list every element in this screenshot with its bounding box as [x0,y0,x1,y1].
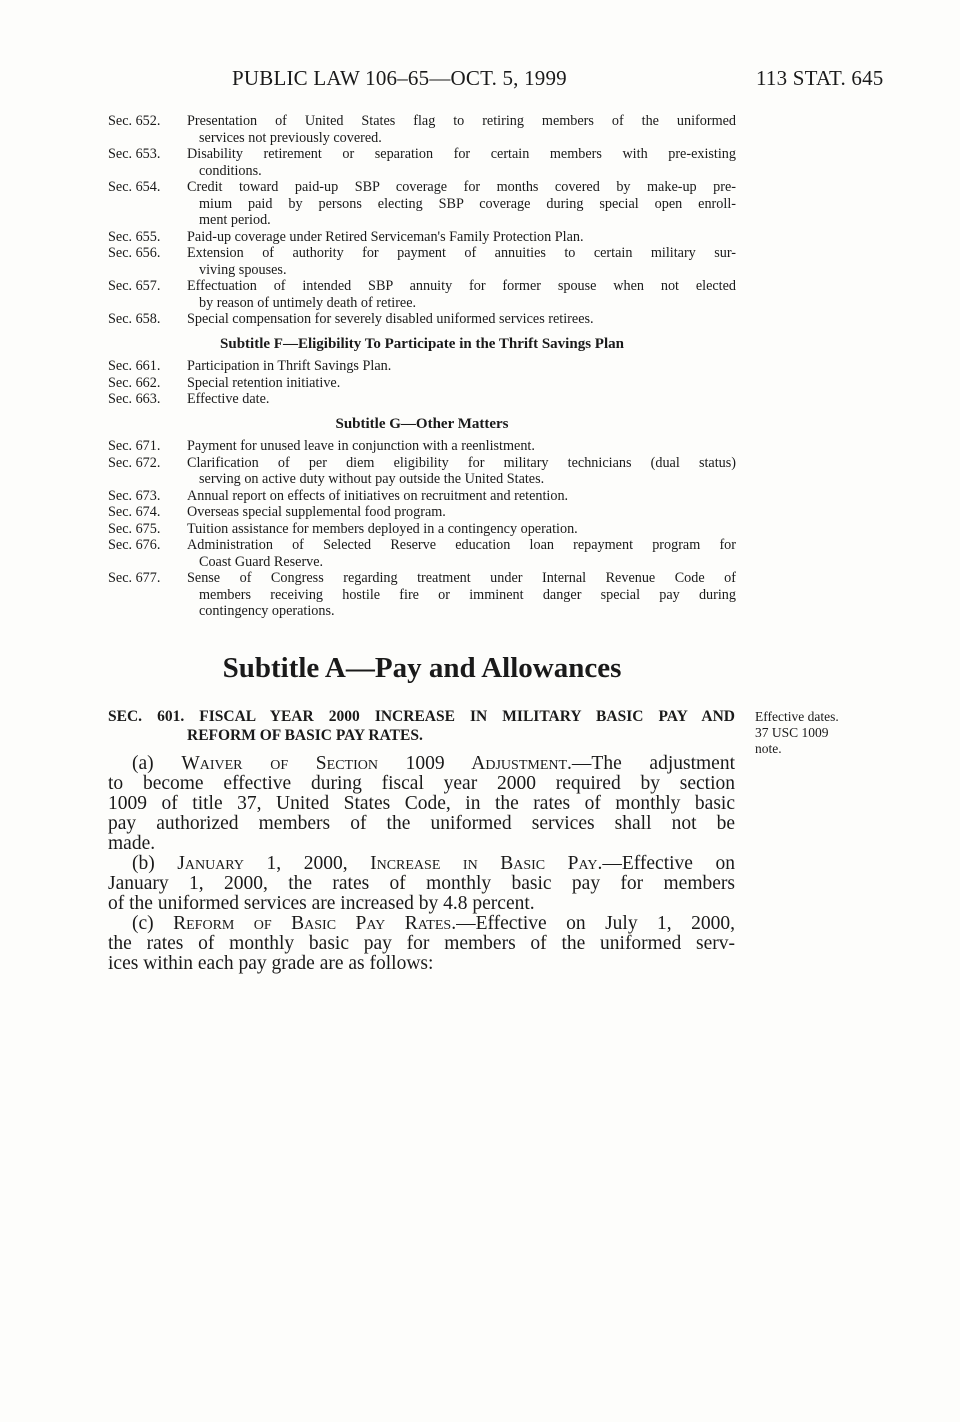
paragraph-line [108,774,735,794]
toc-entry-text: Sense of Congress regarding treatment under Internal Revenue Code of [187,570,736,586]
toc-entry-text: Clarification of per diem eligibility for military technicians (dual status) [187,454,736,471]
toc-entry [108,146,736,179]
toc-entry [108,311,736,328]
paragraph-caption: January 1, 2000, Increase in Basic Pay. [177,853,603,874]
toc-entry [108,375,736,392]
paragraph-text: pay authorized members of the uniformed services shall not be [108,813,735,834]
toc-section-number: Sec. 671. [108,438,161,454]
toc-section-number: Sec. 675. [108,520,161,537]
toc-section-number: Sec. 662. [108,374,161,391]
toc-section-number: Sec. 673. [108,487,161,504]
paragraph-line [108,894,735,914]
paragraph-line [108,794,735,814]
paragraph-text: —The adjustment [571,753,736,774]
toc-section-number: Sec. 654. [108,179,161,195]
toc-entry-text: Extension of authority for payment of annuities to certain military sur- [187,245,736,261]
toc-entry-text: Credit toward paid-up SBP coverage for months covered by make-up pre- [187,179,736,195]
toc-entry-text: viving spouses. [199,261,287,278]
toc-entry-text: Disability retirement or separation for certain members with pre-existing [187,146,736,162]
paragraph-text: —Effective on July 1, 2000, [456,913,735,934]
toc-entry-text: Presentation of United States flag to retiring members of the uniformed [187,113,736,129]
toc-entry [108,391,736,408]
toc-entry-text: Payment for unused leave in conjunction with a reenlistment. [187,438,535,454]
toc-entry-text: Administration of Selected Reserve education loan repayment program for [187,537,736,553]
toc-entry [108,438,736,455]
toc-section-number: Sec. 663. [108,391,161,407]
toc-section-number: Sec. 658. [108,311,161,327]
toc-entry [108,455,736,488]
paragraph-marker: (c) [132,913,174,934]
toc-entry-text: Tuition assistance for members deployed in a contingency operation. [187,520,578,537]
toc-entry [108,488,736,505]
toc-entry-text: Effectuation of intended SBP annuity for former spouse when not elected [187,278,736,294]
toc-entry-text: conditions. [199,162,262,179]
paragraph-c [108,914,735,974]
toc-section-number: Sec. 652. [108,113,161,129]
toc-entry-text: mium paid by persons electing SBP coverage during special open enroll- [199,195,736,212]
toc-entry-text: serving on active duty without pay outside the United States. [199,471,545,487]
toc-entry-text: Special compensation for severely disabled uniformed services retirees. [187,311,594,327]
subtitle-a-heading: Subtitle A—Pay and Allowances [222,652,622,684]
paragraph-text: the rates of monthly basic pay for members of the uniformed serv- [108,933,735,954]
toc-section-number: Sec. 655. [108,228,161,245]
paragraph-text: of the uniformed services are increased by 4.8 percent. [108,893,535,914]
toc-entry-text: Annual report on effects of initiatives on recruitment and retention. [187,487,569,504]
toc-entry-text: Overseas special supplemental food program. [187,504,446,520]
toc-section-number: Sec. 672. [108,454,161,471]
toc-entry-text: Participation in Thrift Savings Plan. [187,358,392,374]
toc-section-number: Sec. 653. [108,146,161,162]
paragraph-marker: (a) [132,753,182,774]
toc-entry-text: Effective date. [187,391,270,407]
paragraph-text: to become effective during fiscal year 2000 required by section [108,773,735,794]
margin-note-line: 37 USC 1009 [755,725,829,740]
paragraph-text: made. [108,833,156,854]
toc-entry-text: services not previously covered. [199,129,382,146]
page-number: 113 STAT. 645 [756,66,884,90]
toc-entry [108,278,736,311]
margin-note [755,709,839,757]
paragraph-text: ices within each pay grade are as follows: [108,953,434,974]
toc-entry-text: by reason of untimely death of retiree. [199,294,417,311]
paragraph-text: January 1, 2000, the rates of monthly basic pay for members [108,873,735,894]
toc-entry [108,521,736,538]
toc-section-number: Sec. 657. [108,278,161,294]
section-heading [108,707,735,745]
toc-section-number: Sec. 677. [108,570,161,586]
paragraph-line [108,934,735,954]
toc-entry [108,570,736,620]
toc-section-number: Sec. 656. [108,245,161,261]
toc-entry [108,504,736,521]
toc-entry [108,229,736,246]
subtitle-f-heading: Subtitle F—Eligibility To Participate in the Thrift Savings Plan [220,335,624,352]
toc-entry [108,358,736,375]
table-of-contents [108,113,736,620]
toc-entry [108,245,736,278]
section-heading-line: SEC. 601. FISCAL YEAR 2000 INCREASE IN MILITARY BASIC PAY AND [108,708,735,725]
paragraph-line [108,954,735,974]
paragraph-text: —Effective on [602,853,735,874]
toc-entry-text: Special retention initiative. [187,374,341,391]
subtitle-g-heading: Subtitle G—Other Matters [335,415,509,432]
paragraph-line [108,814,735,834]
paragraph-marker: (b) [132,853,178,874]
toc-entry [108,179,736,229]
running-header-title: PUBLIC LAW 106–65—OCT. 5, 1999 [232,66,567,90]
paragraph-line [108,834,735,854]
toc-entry-text: contingency operations. [199,603,335,619]
paragraph-line [108,874,735,894]
paragraph-line [108,914,735,934]
paragraph-a [108,754,735,854]
toc-entry [108,537,736,570]
paragraph-line [108,754,735,774]
toc-section-number: Sec. 676. [108,537,161,553]
toc-entry-text: Coast Guard Reserve. [199,553,324,570]
section-601 [108,707,735,974]
paragraph-line [108,854,735,874]
paragraph-b [108,854,735,914]
margin-note-line: Effective dates. [755,709,839,724]
toc-section-number: Sec. 674. [108,504,161,520]
toc-entry-text: ment period. [199,212,271,228]
paragraph-text: 1009 of title 37, United States Code, in the rates of monthly basic [108,793,735,814]
section-heading-line: REFORM OF BASIC PAY RATES. [187,727,423,744]
toc-entry-text: members receiving hostile fire or imminent danger special pay during [199,586,736,603]
margin-note-line: note. [755,741,782,756]
toc-entry-text: Paid-up coverage under Retired Serviceman's Family Protection Plan. [187,228,584,245]
toc-entry [108,113,736,146]
paragraph-caption: Reform of Basic Pay Rates. [173,913,457,934]
toc-section-number: Sec. 661. [108,358,161,374]
paragraph-caption: Waiver of Section 1009 Adjustment. [181,753,572,774]
